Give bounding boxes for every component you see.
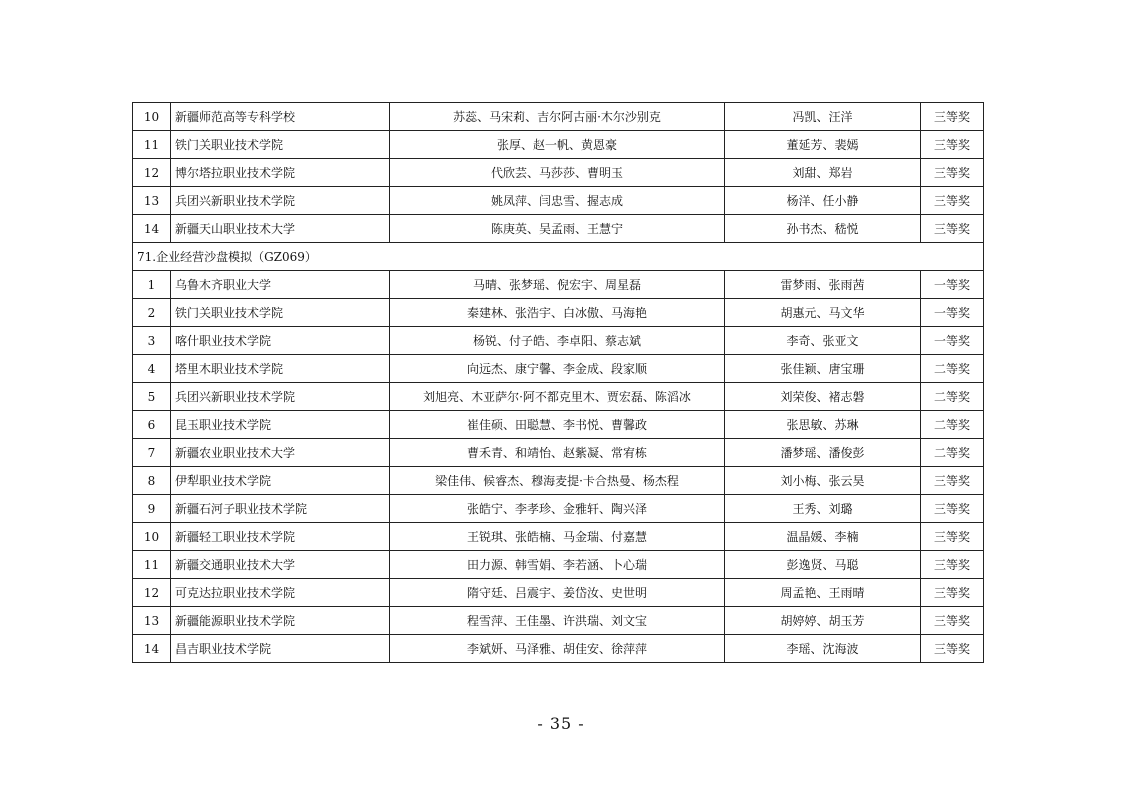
award-level: 一等奖	[921, 271, 984, 299]
table-row	[133, 327, 984, 355]
award-level: 一等奖	[921, 299, 984, 327]
award-level: 三等奖	[921, 467, 984, 495]
awards-table	[132, 102, 984, 663]
student-names: 张厚、赵一帆、黄恩豪	[390, 131, 725, 159]
student-names: 代欣芸、马莎莎、曹明玉	[390, 159, 725, 187]
school-name: 铁门关职业技术学院	[171, 299, 390, 327]
school-name: 博尔塔拉职业技术学院	[171, 159, 390, 187]
row-number: 5	[133, 383, 171, 411]
table-row	[133, 271, 984, 299]
teacher-names: 雷梦雨、张雨茜	[725, 271, 921, 299]
teacher-names: 潘梦瑶、潘俊彭	[725, 439, 921, 467]
award-level: 三等奖	[921, 131, 984, 159]
teacher-names: 周孟艳、王雨晴	[725, 579, 921, 607]
teacher-names: 刘小梅、张云昊	[725, 467, 921, 495]
row-number: 1	[133, 271, 171, 299]
teacher-names: 刘荣俊、褚志磐	[725, 383, 921, 411]
school-name: 新疆石河子职业技术学院	[171, 495, 390, 523]
student-names: 曹禾青、和靖怡、赵紫凝、常宥栋	[390, 439, 725, 467]
school-name: 乌鲁木齐职业大学	[171, 271, 390, 299]
row-number: 7	[133, 439, 171, 467]
teacher-names: 张思敏、苏琳	[725, 411, 921, 439]
award-level: 三等奖	[921, 159, 984, 187]
school-name: 新疆轻工职业技术学院	[171, 523, 390, 551]
table-row	[133, 187, 984, 215]
school-name: 伊犁职业技术学院	[171, 467, 390, 495]
student-names: 田力源、韩雪娟、李若涵、卜心瑞	[390, 551, 725, 579]
student-names: 隋守廷、吕震宇、姜岱汝、史世明	[390, 579, 725, 607]
teacher-names: 王秀、刘璐	[725, 495, 921, 523]
school-name: 铁门关职业技术学院	[171, 131, 390, 159]
student-names: 秦建林、张浩宇、白冰傲、马海艳	[390, 299, 725, 327]
award-level: 三等奖	[921, 635, 984, 663]
award-level: 三等奖	[921, 551, 984, 579]
school-name: 兵团兴新职业技术学院	[171, 383, 390, 411]
student-names: 马晴、张梦瑶、倪宏宇、周星磊	[390, 271, 725, 299]
row-number: 3	[133, 327, 171, 355]
row-number: 11	[133, 551, 171, 579]
teacher-names: 彭逸贤、马聪	[725, 551, 921, 579]
table-row	[133, 383, 984, 411]
teacher-names: 温晶媛、李楠	[725, 523, 921, 551]
award-level: 二等奖	[921, 355, 984, 383]
student-names: 李斌妍、马泽雅、胡佳安、徐萍萍	[390, 635, 725, 663]
student-names: 刘旭亮、木亚萨尔·阿不都克里木、贾宏磊、陈滔冰	[390, 383, 725, 411]
row-number: 12	[133, 159, 171, 187]
table-row	[133, 355, 984, 383]
teacher-names: 李瑶、沈海波	[725, 635, 921, 663]
award-level: 三等奖	[921, 607, 984, 635]
teacher-names: 杨洋、任小静	[725, 187, 921, 215]
row-number: 12	[133, 579, 171, 607]
school-name: 昌吉职业技术学院	[171, 635, 390, 663]
table-row	[133, 159, 984, 187]
school-name: 塔里木职业技术学院	[171, 355, 390, 383]
student-names: 向远杰、康宁馨、李金成、段家顺	[390, 355, 725, 383]
table-row	[133, 579, 984, 607]
teacher-names: 李奇、张亚文	[725, 327, 921, 355]
award-level: 二等奖	[921, 383, 984, 411]
row-number: 9	[133, 495, 171, 523]
school-name: 新疆师范高等专科学校	[171, 103, 390, 131]
student-names: 梁佳伟、候睿杰、穆海麦提·卡合热曼、杨杰程	[390, 467, 725, 495]
student-names: 张皓宁、李孝珍、金雅轩、陶兴泽	[390, 495, 725, 523]
award-level: 三等奖	[921, 187, 984, 215]
table-row	[133, 299, 984, 327]
award-level: 三等奖	[921, 523, 984, 551]
award-level: 一等奖	[921, 327, 984, 355]
student-names: 王锐琪、张皓楠、马金瑞、付嘉慧	[390, 523, 725, 551]
teacher-names: 董延芳、裴嫣	[725, 131, 921, 159]
school-name: 兵团兴新职业技术学院	[171, 187, 390, 215]
row-number: 2	[133, 299, 171, 327]
award-level: 三等奖	[921, 103, 984, 131]
student-names: 姚凤萍、闫忠雪、握志成	[390, 187, 725, 215]
row-number: 11	[133, 131, 171, 159]
row-number: 14	[133, 215, 171, 243]
award-level: 二等奖	[921, 411, 984, 439]
row-number: 8	[133, 467, 171, 495]
award-level: 三等奖	[921, 495, 984, 523]
student-names: 崔佳硕、田聪慧、李书悦、曹馨政	[390, 411, 725, 439]
student-names: 杨锐、付子皓、李卓阳、蔡志斌	[390, 327, 725, 355]
school-name: 可克达拉职业技术学院	[171, 579, 390, 607]
table-row	[133, 523, 984, 551]
row-number: 6	[133, 411, 171, 439]
teacher-names: 胡惠元、马文华	[725, 299, 921, 327]
table-row	[133, 131, 984, 159]
school-name: 昆玉职业技术学院	[171, 411, 390, 439]
page-number: - 35 -	[537, 714, 585, 733]
teacher-names: 孙书杰、嵇悦	[725, 215, 921, 243]
school-name: 喀什职业技术学院	[171, 327, 390, 355]
awards-table-body	[133, 103, 984, 663]
school-name: 新疆天山职业技术大学	[171, 215, 390, 243]
table-row	[133, 635, 984, 663]
table-row	[133, 495, 984, 523]
table-row	[133, 215, 984, 243]
section-header-row	[133, 243, 984, 271]
teacher-names: 胡婷婷、胡玉芳	[725, 607, 921, 635]
table-row	[133, 103, 984, 131]
award-level: 三等奖	[921, 215, 984, 243]
teacher-names: 冯凯、汪洋	[725, 103, 921, 131]
award-level: 二等奖	[921, 439, 984, 467]
school-name: 新疆农业职业技术大学	[171, 439, 390, 467]
teacher-names: 张佳颖、唐宝珊	[725, 355, 921, 383]
school-name: 新疆能源职业技术学院	[171, 607, 390, 635]
award-level: 三等奖	[921, 579, 984, 607]
row-number: 10	[133, 523, 171, 551]
table-row	[133, 467, 984, 495]
school-name: 新疆交通职业技术大学	[171, 551, 390, 579]
table-row	[133, 439, 984, 467]
section-title: 71.企业经营沙盘模拟（GZ069）	[133, 243, 984, 271]
row-number: 10	[133, 103, 171, 131]
row-number: 13	[133, 187, 171, 215]
row-number: 14	[133, 635, 171, 663]
teacher-names: 刘甜、郑岩	[725, 159, 921, 187]
table-row	[133, 551, 984, 579]
student-names: 陈庚英、吴孟雨、王慧宁	[390, 215, 725, 243]
student-names: 苏蕊、马宋莉、吉尔阿古丽·木尔沙别克	[390, 103, 725, 131]
row-number: 13	[133, 607, 171, 635]
student-names: 程雪萍、王佳墨、许洪瑞、刘文宝	[390, 607, 725, 635]
table-row	[133, 607, 984, 635]
table-row	[133, 411, 984, 439]
row-number: 4	[133, 355, 171, 383]
